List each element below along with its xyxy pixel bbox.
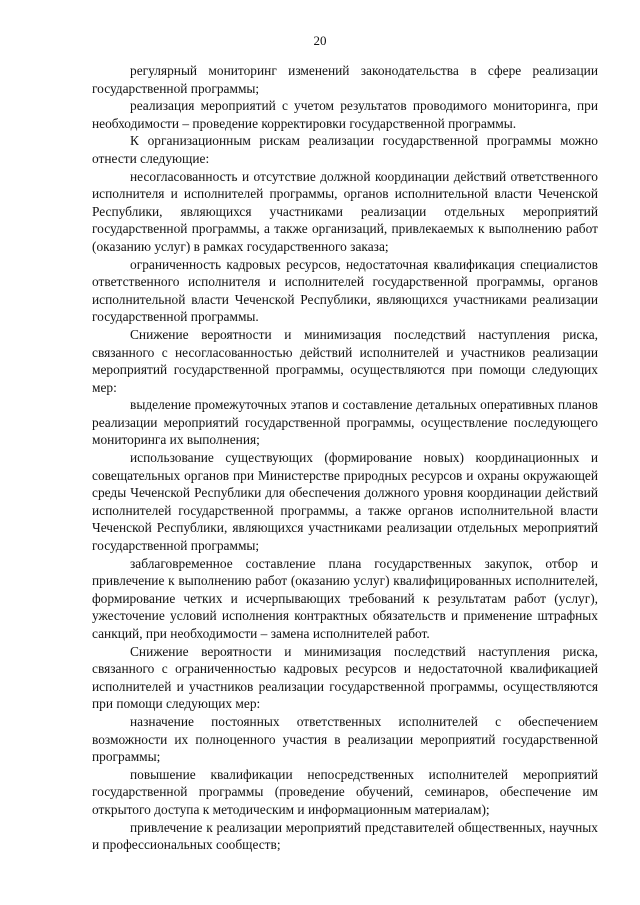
- paragraph: регулярный мониторинг изменений законодательства в сфере реализации государственной программы;: [92, 63, 598, 96]
- paragraph: Снижение вероятности и минимизация последствий наступления риска, связанного с несогласованностью действий исполнителей и участников реализации мероприятий государственной программы, осуществляются при помощи следующих мер:: [92, 326, 598, 395]
- paragraph: ограниченность кадровых ресурсов, недостаточная квалификация специалистов ответственного исполнителя и исполнителей государственной программы, органов исполнительной власти Чеченской Республики, являющихся участниками реализации государственной программы.: [92, 256, 598, 325]
- paragraph: Снижение вероятности и минимизация последствий наступления риска, связанного с ограниченностью кадровых ресурсов и недостаточной квалификацией исполнителей и участников реализации государственной программы, осуществляются при помощи следующих мер:: [92, 643, 598, 712]
- paragraph: использование существующих (формирование новых) координационных и совещательных органов при Министерстве природных ресурсов и охраны окружающей среды Чеченской Республики для обеспечения должного уровня координации действий исполнителей государственной программы, а также органов исполнительной власти Чеченской Республики, являющихся участниками реализации отдельных мероприятий государственной программы;: [92, 450, 598, 554]
- paragraph: несогласованность и отсутствие должной координации действий ответственного исполнителя и исполнителей программы, органов исполнительной власти Чеченской Республики, являющихся участниками реализации отдельных мероприятий государственной программы, а также организаций, привлекаемых к выполнению работ (оказанию услуг) в рамках государственного заказа;: [92, 168, 598, 254]
- paragraph: заблаговременное составление плана государственных закупок, отбор и привлечение к выполнению работ (оказанию услуг) квалифицированных исполнителей, формирование четких и исчерпывающих требований к результатам работ (услуг), ужесточение условий исполнения контрактных обязательств и применение штрафных санкций, при необходимости – замена исполнителей работ.: [92, 555, 598, 641]
- document-body: [92, 62, 598, 854]
- paragraph: реализация мероприятий с учетом результатов проводимого мониторинга, при необходимости – проведение корректировки государственной программы.: [92, 98, 598, 131]
- paragraph: назначение постоянных ответственных исполнителей с обеспечением возможности их полноценного участия в реализации мероприятий государственной программы;: [92, 713, 598, 765]
- paragraph: повышение квалификации непосредственных исполнителей мероприятий государственной программы (проведение обучений, семинаров, обеспечение им открытого доступа к методическим и информационным материалам);: [92, 766, 598, 817]
- page-number: 20: [313, 33, 327, 48]
- paragraph: К организационным рискам реализации государственной программы можно отнести следующие:: [92, 133, 598, 166]
- paragraph: привлечение к реализации мероприятий представителей общественных, научных и профессиональных сообществ;: [92, 819, 598, 853]
- paragraph: выделение промежуточных этапов и составление детальных оперативных планов реализации мероприятий государственной программы, осуществление последующего мониторинга их выполнения;: [92, 397, 598, 448]
